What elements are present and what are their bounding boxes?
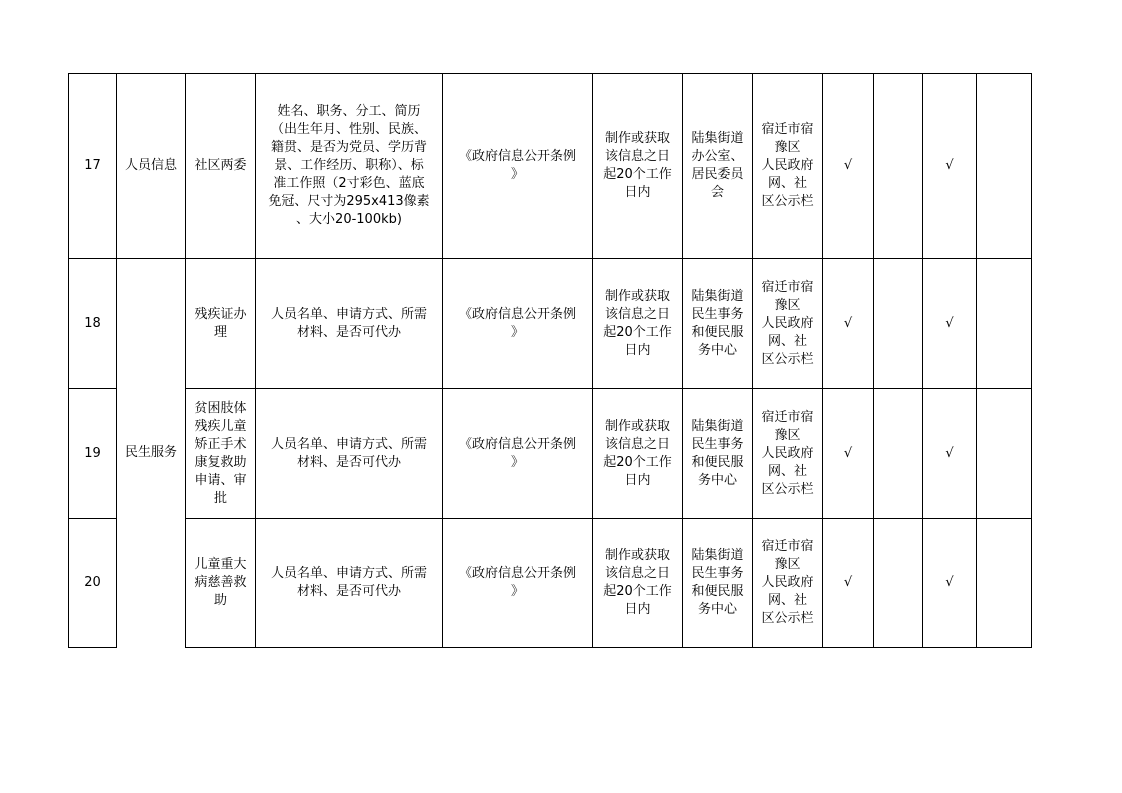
- empty-cell: [874, 389, 923, 519]
- item-cell: 残疾证办 理: [186, 259, 256, 389]
- empty-cell: [977, 74, 1032, 259]
- table-row: [69, 74, 1032, 259]
- item-cell: 社区两委: [186, 74, 256, 259]
- channel-cell: 宿迁市宿 豫区 人民政府 网、社 区公示栏: [753, 389, 823, 519]
- row-number: 20: [69, 519, 117, 648]
- item-cell: 儿童重大 病慈善救 助: [186, 519, 256, 648]
- check-mark-cell: √: [923, 74, 977, 259]
- check-mark-cell: √: [923, 259, 977, 389]
- check-mark-cell: √: [823, 74, 874, 259]
- content-cell: 姓名、职务、分工、简历 （出生年月、性别、民族、 籍贯、是否为党员、学历背 景、工作经历、职称）、标 准工作照（2寸彩色、蓝底 免冠、尺寸为295x413像素 、大小20-100kb): [256, 74, 443, 259]
- department-cell: 陆集街道 民生事务 和便民服 务中心: [683, 259, 753, 389]
- table-row: [69, 519, 1032, 648]
- row-number: 19: [69, 389, 117, 519]
- basis-cell: 《政府信息公开条例 》: [443, 259, 593, 389]
- empty-cell: [977, 519, 1032, 648]
- timelimit-cell: 制作或获取 该信息之日 起20个工作 日内: [593, 519, 683, 648]
- empty-cell: [874, 259, 923, 389]
- category-cell: 人员信息: [117, 74, 186, 259]
- channel-cell: 宿迁市宿 豫区 人民政府 网、社 区公示栏: [753, 74, 823, 259]
- basis-cell: 《政府信息公开条例 》: [443, 74, 593, 259]
- row-number: 17: [69, 74, 117, 259]
- empty-cell: [977, 389, 1032, 519]
- empty-cell: [874, 519, 923, 648]
- row-number: 18: [69, 259, 117, 389]
- table-row: [69, 259, 1032, 389]
- check-mark-cell: √: [923, 519, 977, 648]
- content-cell: 人员名单、申请方式、所需 材料、是否可代办: [256, 259, 443, 389]
- basis-cell: 《政府信息公开条例 》: [443, 519, 593, 648]
- empty-cell: [874, 74, 923, 259]
- check-mark-cell: √: [823, 519, 874, 648]
- timelimit-cell: 制作或获取 该信息之日 起20个工作 日内: [593, 74, 683, 259]
- check-mark-cell: √: [823, 389, 874, 519]
- department-cell: 陆集街道 办公室、 居民委员 会: [683, 74, 753, 259]
- basis-cell: 《政府信息公开条例 》: [443, 389, 593, 519]
- department-cell: 陆集街道 民生事务 和便民服 务中心: [683, 389, 753, 519]
- channel-cell: 宿迁市宿 豫区 人民政府 网、社 区公示栏: [753, 519, 823, 648]
- content-cell: 人员名单、申请方式、所需 材料、是否可代办: [256, 389, 443, 519]
- category-cell: 民生服务: [117, 259, 186, 648]
- content-cell: 人员名单、申请方式、所需 材料、是否可代办: [256, 519, 443, 648]
- empty-cell: [977, 259, 1032, 389]
- timelimit-cell: 制作或获取 该信息之日 起20个工作 日内: [593, 259, 683, 389]
- timelimit-cell: 制作或获取 该信息之日 起20个工作 日内: [593, 389, 683, 519]
- channel-cell: 宿迁市宿 豫区 人民政府 网、社 区公示栏: [753, 259, 823, 389]
- disclosure-table: [68, 73, 1032, 648]
- check-mark-cell: √: [923, 389, 977, 519]
- department-cell: 陆集街道 民生事务 和便民服 务中心: [683, 519, 753, 648]
- table-row: [69, 389, 1032, 519]
- check-mark-cell: √: [823, 259, 874, 389]
- item-cell: 贫困肢体 残疾儿童 矫正手术 康复救助 申请、审 批: [186, 389, 256, 519]
